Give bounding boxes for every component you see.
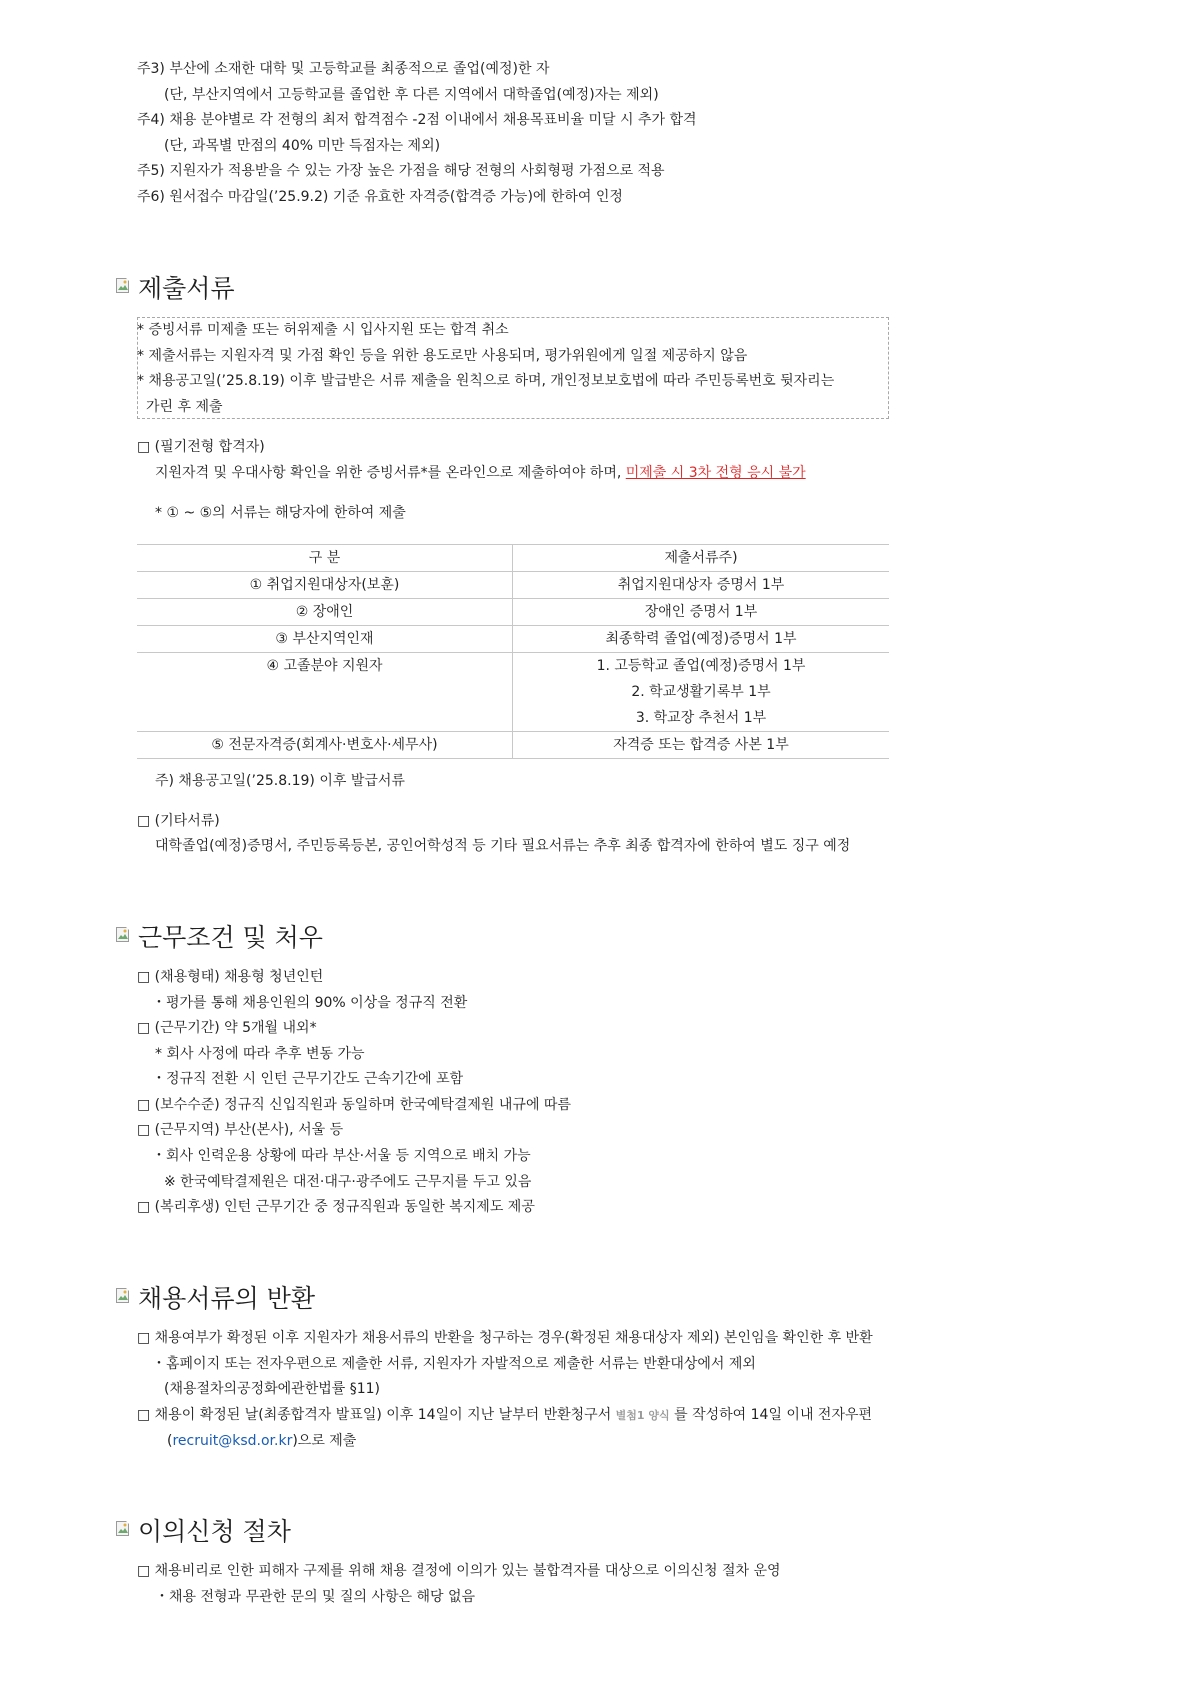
note-3-exception: (단, 부산지역에서 고등학교를 졸업한 후 다른 지역에서 대학졸업(예정)자는 제외) [164,87,659,103]
broken-image-icon [116,1288,132,1306]
email-link[interactable]: recruit@ksd.or.kr [172,1433,293,1449]
table-row [137,572,889,599]
table-cell-doc-line: 3. 학교장 추천서 1부 [635,710,767,726]
condition-line: □ (보수수준) 정규직 신입직원과 동일하며 한국예탁결제원 내규에 따름 [137,1097,571,1113]
return-line-5-tail: )으로 제출 [292,1433,357,1449]
table-header-row [137,545,889,572]
table-row [137,732,889,759]
table-cell-category: ② 장애인 [137,599,513,626]
condition-line: ・평가를 통해 채용인원의 90% 이상을 정규직 전환 [152,995,468,1011]
attachment-tag: 별첨1 양식 [615,1409,670,1422]
objection-line-1: □ 채용비리로 인한 피해자 구제를 위해 채용 결정에 이의가 있는 불합격자를 대상으로 이의신청 절차 운영 [137,1563,781,1579]
return-line-3: (채용절차의공정화에관한법률 §11) [164,1381,380,1397]
section-title-text: 제출서류 [138,274,235,303]
table-header-category: 구 분 [137,545,513,572]
table-cell-docs: 취업지원대상자 증명서 1부 [513,572,890,599]
table-header-docs: 제출서류주) [513,545,890,572]
notice-line-3: * 채용공고일(’25.8.19) 이후 발급받은 서류 제출을 원칙으로 하며, 개인정보보호법에 따라 주민등록번호 뒷자리는 [137,373,835,389]
table-row [137,626,889,653]
broken-image-icon [116,278,132,296]
table-cell-category: ⑤ 전문자격증(회계사·변호사·세무사) [137,732,513,759]
table-row [137,599,889,626]
section-title-text: 채용서류의 반환 [138,1284,315,1313]
section-title-objection [116,1513,291,1547]
table-cell-docs: 장애인 증명서 1부 [513,599,890,626]
table-cell-category: ③ 부산지역인재 [137,626,513,653]
other-docs-heading: □ (기타서류) [137,813,220,829]
table-cell-docs: 최종학력 졸업(예정)증명서 1부 [513,626,890,653]
written-pass-warning: 미제출 시 3차 전형 응시 불가 [625,465,806,481]
condition-line: * 회사 사정에 따라 추후 변동 가능 [155,1046,365,1062]
footnote-star: * ① ~ ⑤의 서류는 해당자에 한하여 제출 [155,505,406,521]
notice-line-2: * 제출서류는 지원자격 및 가점 확인 등을 위한 용도로만 사용되며, 평가위원에게 일절 제공하지 않음 [137,348,748,364]
condition-line: ・정규직 전환 시 인턴 근무기간도 근속기간에 포함 [152,1071,464,1087]
return-line-4 [137,1405,872,1426]
written-pass-heading: □ (필기전형 합격자) [137,439,265,455]
condition-line: ※ 한국예탁결제원은 대전·대구·광주에도 근무지를 두고 있음 [164,1174,532,1190]
return-line-4-b: 를 작성하여 14일 이내 전자우편 [674,1407,873,1423]
return-line-5 [167,1431,356,1451]
table-note: 주) 채용공고일(’25.8.19) 이후 발급서류 [155,773,405,789]
notice-line-4: 가린 후 제출 [146,399,223,415]
written-pass-body: 지원자격 및 우대사항 확인을 위한 증빙서류*를 온라인으로 제출하여야 하며, [155,465,626,481]
note-4: 주4) 채용 분야별로 각 전형의 최저 합격점수 -2점 이내에서 채용목표비율 미달 시 추가 합격 [137,112,697,128]
return-line-4-a: □ 채용이 확정된 날(최종합격자 발표일) 이후 14일이 지난 날부터 반환청구서 [137,1407,612,1423]
note-5: 주5) 지원자가 적용받을 수 있는 가장 높은 가점을 해당 전형의 사회형평 가점으로 적용 [137,163,665,179]
documents-table [137,544,889,759]
condition-line: □ (채용형태) 채용형 청년인턴 [137,969,324,985]
broken-image-icon [116,1521,132,1539]
condition-line: □ (복리후생) 인턴 근무기간 중 정규직원과 동일한 복지제도 제공 [137,1199,535,1215]
broken-image-icon [116,927,132,945]
note-4-exception: (단, 과목별 만점의 40% 미만 득점자는 제외) [164,138,441,154]
return-line-2: ・홈페이지 또는 전자우편으로 제출한 서류, 지원자가 자발적으로 제출한 서류는 반환대상에서 제외 [152,1356,756,1372]
section-title-return [116,1280,315,1314]
table-cell-docs: 자격증 또는 합격증 사본 1부 [513,732,890,759]
table-cell-doc-line: 1. 고등학교 졸업(예정)증명서 1부 [596,658,806,674]
notice-line-1: * 증빙서류 미제출 또는 허위제출 시 입사지원 또는 합격 취소 [137,322,509,338]
objection-line-2: ・채용 전형과 무관한 문의 및 질의 사항은 해당 없음 [155,1589,476,1605]
other-docs-text: 대학졸업(예정)증명서, 주민등록등본, 공인어학성적 등 기타 필요서류는 추후 최종 합격자에 한하여 별도 징구 예정 [155,838,851,854]
condition-line: □ (근무기간) 약 5개월 내외* [137,1020,317,1036]
table-cell-category: ① 취업지원대상자(보훈) [137,572,513,599]
return-line-1: □ 채용여부가 확정된 이후 지원자가 채용서류의 반환을 청구하는 경우(확정된 채용대상자 제외) 본인임을 확인한 후 반환 [137,1330,873,1346]
section-title-documents [116,270,235,304]
written-pass-text [155,463,806,483]
table-row [137,653,889,732]
note-6: 주6) 원서접수 마감일(’25.9.2) 기준 유효한 자격증(합격증 가능)에 한하여 인정 [137,189,623,205]
condition-line: □ (근무지역) 부산(본사), 서울 등 [137,1122,344,1138]
section-title-conditions [116,919,323,953]
section-title-text: 이의신청 절차 [138,1517,291,1546]
table-cell-category: ④ 고졸분야 지원자 [137,653,513,732]
section-title-text: 근무조건 및 처우 [138,923,323,952]
paren-open: ( [167,1433,173,1449]
condition-line: ・회사 인력운용 상황에 따라 부산·서울 등 지역으로 배치 가능 [152,1148,531,1164]
note-3: 주3) 부산에 소재한 대학 및 고등학교를 최종적으로 졸업(예정)한 자 [137,61,550,77]
table-cell-doc-line: 2. 학교생활기록부 1부 [631,684,771,700]
table-cell-docs [513,653,890,732]
